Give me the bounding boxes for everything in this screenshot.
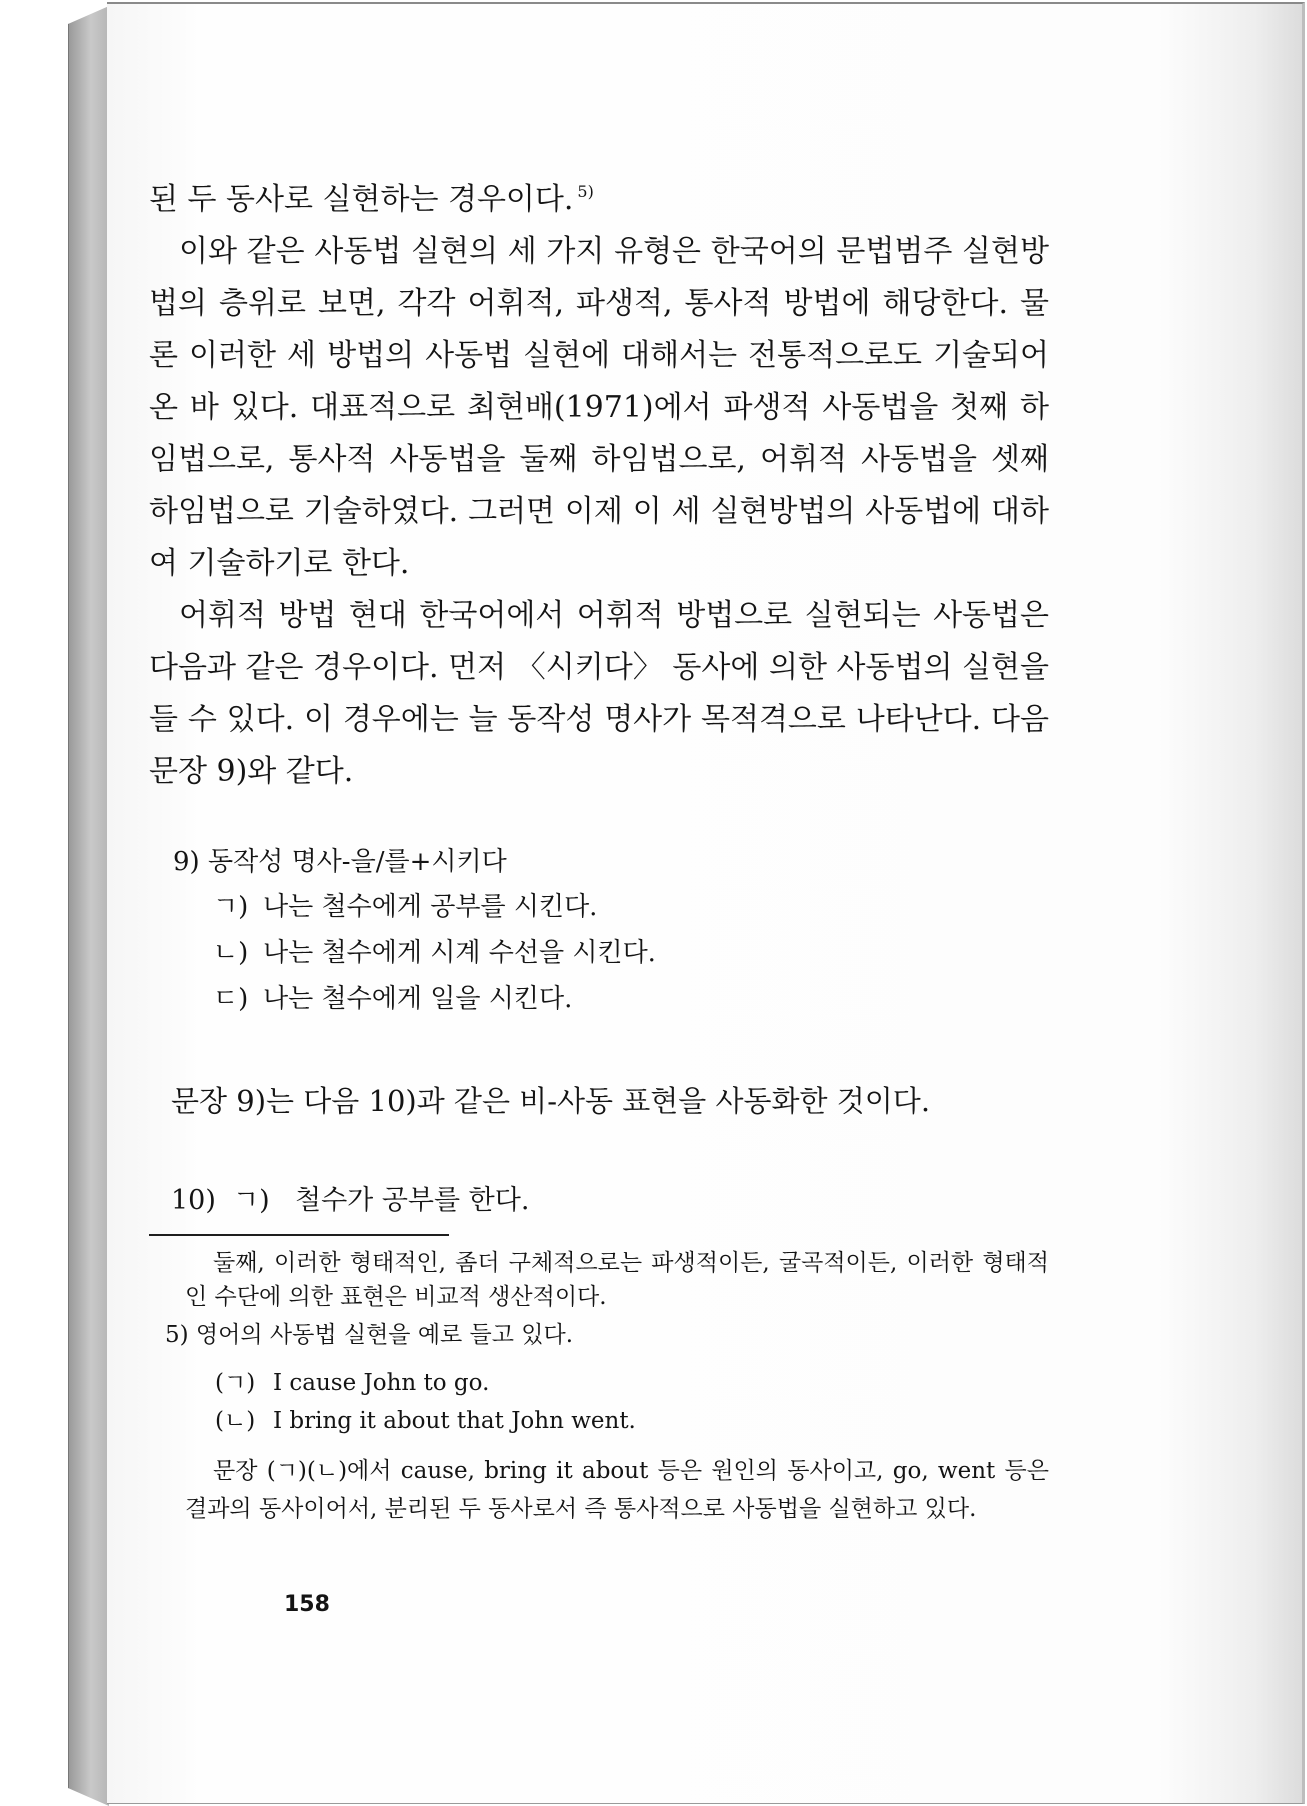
example-10-number: 10) <box>171 1185 216 1216</box>
footnote-5-body: 문장 (ㄱ)(ㄴ)에서 cause, bring it about 등은 원인의 동사이고, go, went 등은 결과의 동사이어서, 분리된 두 동사로서 즉 통사적으로 사동법을 실현하고 있다. <box>185 1458 1049 1522</box>
paragraph-1-text: 된 두 동사로 실현하는 경우이다. <box>149 182 574 217</box>
footnote-example <box>149 1402 1049 1440</box>
example-10-text: 철수가 공부를 한다. <box>295 1185 530 1216</box>
footnote-ref-5: 5) <box>577 182 594 201</box>
example-marker: ㄷ) <box>213 984 249 1014</box>
example-text: 나는 철수에게 공부를 시킨다. <box>263 892 598 922</box>
paragraph-2: 이와 같은 사동법 실현의 세 가지 유형은 한국어의 문법범주 실현방법의 층위로 보면, 각각 어휘적, 파생적, 통사적 방법에 해당한다. 물론 이러한 세 방법의 사동법 실현에 대해서는 전통적으로도 기술되어 온 바 있다. 대표적으로 최현배(1971)에서 파생적 사동법을 첫째 하임법으로, 통사적 사동법을 둘째 하임법으로, 어휘적 사동법을 셋째 하임법으로 기술하였다. 그러면 이제 이 세 실현방법의 사동법에 대하여 기술하기로 한다. <box>149 234 1049 581</box>
example-10 <box>171 1178 1049 1224</box>
footnote-example-text: I cause John to go. <box>273 1370 490 1396</box>
page-content <box>149 166 1049 1528</box>
example-item <box>173 930 1049 976</box>
example-10-marker: ㄱ) <box>233 1185 270 1216</box>
book-spine-edge <box>68 6 109 1806</box>
example-text: 나는 철수에게 일을 시킨다. <box>263 984 573 1014</box>
example-marker: ㄴ) <box>213 938 249 968</box>
footnote-example-marker: (ㄴ) <box>215 1408 256 1434</box>
footnote-5-examples <box>149 1364 1049 1440</box>
example-9 <box>149 840 1049 1022</box>
note-10: 문장 9)는 다음 10)과 같은 비-사동 표현을 사동화한 것이다. <box>171 1084 931 1118</box>
example-text: 나는 철수에게 시계 수선을 시킨다. <box>263 938 656 968</box>
example-item <box>173 976 1049 1022</box>
example-item <box>173 884 1049 930</box>
footnote-5-head: 5) 영어의 사동법 실현을 예로 들고 있다. <box>165 1322 574 1348</box>
example-9-title: 9) 동작성 명사-을/를+시키다 <box>173 847 507 877</box>
page-number: 158 <box>284 1592 330 1617</box>
paragraph-3: 어휘적 방법 현대 한국어에서 어휘적 방법으로 실현되는 사동법은 다음과 같은 경우이다. 먼저 〈시키다〉 동사에 의한 사동법의 실현을 들 수 있다. 이 경우에는 늘 동작성 명사가 목적격으로 나타난다. 다음 문장 9)와 같다. <box>149 598 1049 789</box>
footnote-divider <box>149 1234 449 1236</box>
paragraph-1 <box>149 166 1049 226</box>
footnote-example <box>149 1364 1049 1402</box>
footnote-continued: 둘째, 이러한 형태적인, 좀더 구체적으로는 파생적이든, 굴곡적이든, 이러한 형태적인 수단에 의한 표현은 비교적 생산적이다. <box>185 1250 1049 1310</box>
footnote-example-marker: (ㄱ) <box>215 1370 256 1396</box>
example-marker: ㄱ) <box>213 892 249 922</box>
footnote-example-text: I bring it about that John went. <box>273 1408 636 1434</box>
